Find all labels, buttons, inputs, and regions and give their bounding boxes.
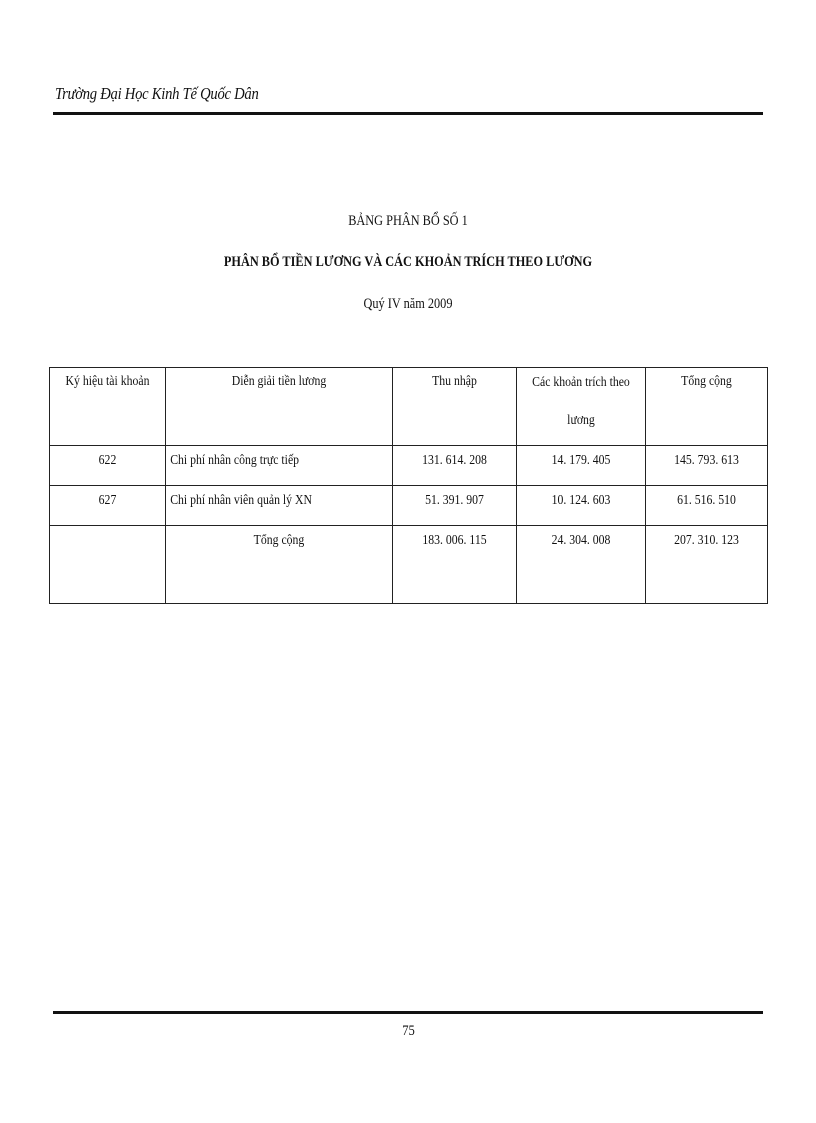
table-title-main bbox=[73, 254, 742, 271]
header-cell-account: Ký hiệu tài khoản bbox=[50, 368, 166, 446]
cell-deductions: 14. 179. 405 bbox=[517, 446, 646, 486]
table-total-row bbox=[50, 526, 768, 604]
title-line-3: Quý IV năm 2009 bbox=[363, 296, 453, 312]
header-cell-deductions bbox=[517, 368, 646, 446]
table-row bbox=[50, 446, 768, 486]
cell-total-label: Tổng cộng bbox=[166, 526, 393, 604]
header-cell-income: Thu nhập bbox=[393, 368, 517, 446]
cell-account: 627 bbox=[50, 486, 166, 526]
cell-account-empty bbox=[50, 526, 166, 604]
allocation-table bbox=[49, 367, 768, 604]
table-title-period bbox=[73, 296, 742, 313]
header-cell-description: Diễn giải tiền lương bbox=[166, 368, 393, 446]
table-header-row bbox=[50, 368, 768, 446]
cell-income: 131. 614. 208 bbox=[393, 446, 517, 486]
cell-total: 145. 793. 613 bbox=[646, 446, 768, 486]
cell-total-deductions: 24. 304. 008 bbox=[517, 526, 646, 604]
cell-account: 622 bbox=[50, 446, 166, 486]
title-line-2: PHÂN BỔ TIỀN LƯƠNG VÀ CÁC KHOẢN TRÍCH THEO LƯƠNG bbox=[223, 254, 593, 270]
header-institution: Trường Đại Học Kinh Tế Quốc Dân bbox=[55, 84, 259, 103]
cell-grand-total: 207. 310. 123 bbox=[646, 526, 768, 604]
footer-divider bbox=[53, 1011, 763, 1014]
table-title-number bbox=[73, 213, 742, 230]
cell-deductions: 10. 124. 603 bbox=[517, 486, 646, 526]
title-line-1: BẢNG PHÂN BỔ SỐ 1 bbox=[348, 213, 468, 229]
header-deductions-text: Các khoản trích theo lương bbox=[532, 375, 630, 428]
cell-total: 61. 516. 510 bbox=[646, 486, 768, 526]
header-divider bbox=[53, 112, 763, 115]
header-cell-total: Tổng cộng bbox=[646, 368, 768, 446]
cell-income: 51. 391. 907 bbox=[393, 486, 517, 526]
table-row bbox=[50, 486, 768, 526]
cell-description: Chi phí nhân viên quản lý XN bbox=[166, 486, 393, 526]
cell-description: Chi phí nhân công trực tiếp bbox=[166, 446, 393, 486]
page-number: 75 bbox=[401, 1023, 415, 1039]
cell-total-income: 183. 006. 115 bbox=[393, 526, 517, 604]
